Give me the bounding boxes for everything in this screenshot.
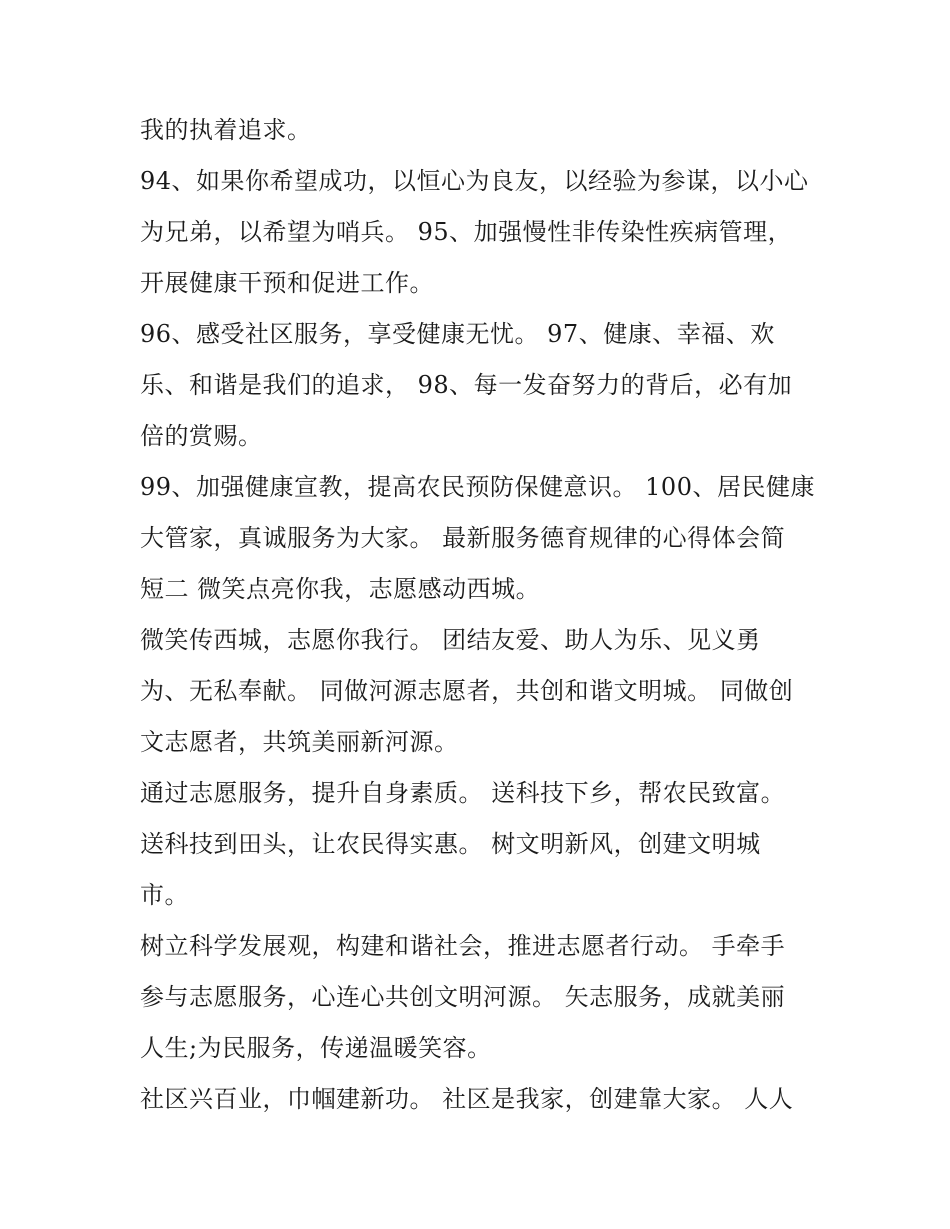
text-line: 94、如果你希望成功，以恒心为良友，以经验为参谋，以小心 — [140, 167, 809, 195]
text-line: 乐、和谐是我们的追求， 98、每一发奋努力的背后，必有加 — [140, 371, 793, 399]
text-line: 为兄弟，以希望为哨兵。 95、加强慢性非传染性疾病管理， — [140, 218, 793, 246]
text-line: 社区兴百业，巾帼建新功。 社区是我家，创建靠大家。 人人 — [140, 1085, 794, 1113]
text-line: 为、无私奉献。 同做河源志愿者，共创和谐文明城。 同做创 — [140, 677, 794, 705]
text-line: 人生;为民服务，传递温暖笑容。 — [140, 1034, 492, 1062]
text-line: 短二 微笑点亮你我，志愿感动西城。 — [140, 575, 541, 603]
text-line: 文志愿者，共筑美丽新河源。 — [140, 728, 459, 756]
text-line: 99、加强健康宣教，提高农民预防保健意识。 100、居民健康 — [140, 473, 815, 501]
text-line: 微笑传西城，志愿你我行。 团结友爱、助人为乐、见义勇 — [140, 626, 761, 654]
text-line: 市。 — [140, 881, 189, 909]
document-body — [140, 108, 820, 1128]
text-line: 大管家，真诚服务为大家。 最新服务德育规律的心得体会简 — [140, 524, 786, 552]
text-line: 开展健康干预和促进工作。 — [140, 269, 434, 297]
text-line: 树立科学发展观，构建和谐社会，推进志愿者行动。 手牵手 — [140, 932, 786, 960]
text-line: 通过志愿服务，提升自身素质。 送科技下乡，帮农民致富。 — [140, 779, 786, 807]
text-line: 送科技到田头，让农民得实惠。 树文明新风，创建文明城 — [140, 830, 761, 858]
text-line: 参与志愿服务，心连心共创文明河源。 矢志服务，成就美丽 — [140, 983, 786, 1011]
text-line: 96、感受社区服务，享受健康无忧。 97、健康、幸福、欢 — [140, 320, 775, 348]
text-line: 倍的赏赐。 — [140, 422, 263, 450]
text-line: 我的执着追求。 — [140, 116, 312, 144]
